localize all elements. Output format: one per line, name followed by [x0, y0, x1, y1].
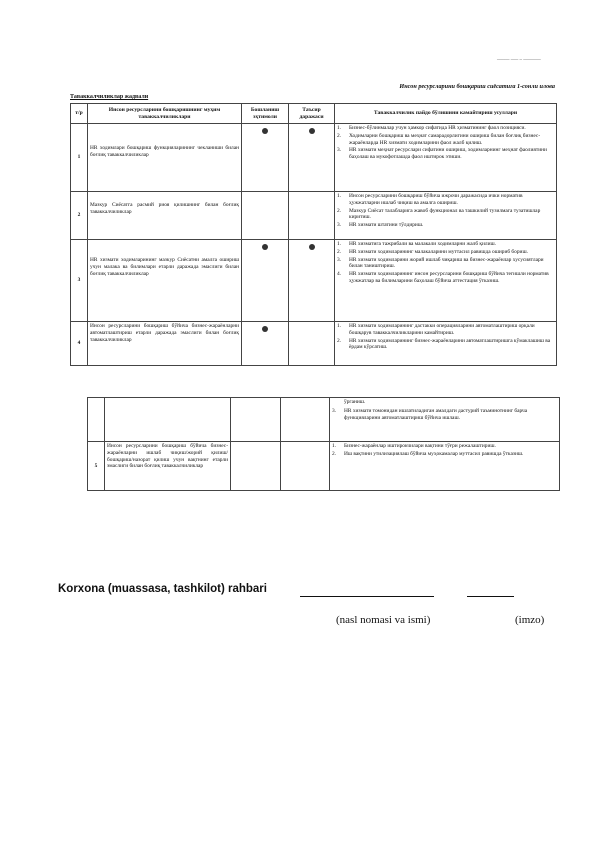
impact-cell — [281, 442, 330, 491]
probability-dot-icon — [262, 128, 268, 134]
name-label: (nasl nomasi va ismi) — [336, 614, 431, 626]
col-header-measures: Таваккалчилик пайдо бўлишини камайтириш усуллари — [335, 104, 557, 124]
item-text: Мазкур Сиёсат талабларига жавоб функционал ва ташкилий тузилмага тузатишлар киритиш. — [349, 207, 541, 221]
item-number: 3. — [337, 147, 342, 154]
impact-cell — [289, 240, 335, 322]
list-item — [332, 408, 557, 422]
probability-dot-icon — [262, 326, 268, 332]
list-item — [332, 443, 557, 450]
col-header-num: т/р — [71, 104, 88, 124]
table-row — [71, 240, 557, 322]
item-text: HR хизмати ходимларининг дастакки операцияларини автоматлаштириш орқали бошқарув таваккалчиликларини камайтириш. — [349, 323, 535, 336]
list-item — [337, 133, 554, 147]
item-number: 4. — [337, 271, 342, 277]
list-item — [337, 241, 554, 248]
table-row — [88, 398, 560, 442]
appendix-subtitle: Инсон ресурсларини бошқариш сиёсатига 1-сонли илова — [399, 83, 555, 90]
probability-cell — [242, 322, 289, 366]
item-text: Инсон ресурсларини бошқариш бўйича ижрочи даражасида ички норматив ҳужжатларни ишлаб чиқиш ва амалга ошириш. — [349, 193, 523, 206]
item-number: 3. — [337, 222, 342, 228]
col-header-impact: Таъсир даражаси — [289, 104, 335, 124]
risk-text: Мазкур Сиёсатга расмий риоя қилишнинг билан боғлиқ таваккалчиликлар — [90, 202, 239, 215]
risk-text: Инсон ресурсларини бошқариш бўйича бизнес-жараёнларни ишлаб чиқиш/жорий қилиш/бошқариш/назорат қилиш учун вақтнинг етарли эмаслиги билан боғлиқ таваккалчиликлар — [107, 443, 228, 470]
probability-cell — [231, 442, 281, 491]
impact-cell — [289, 192, 335, 240]
item-text: HR хизмати ходимларининг бизнес-жараёнларини автоматлаштиришга кўмаклашиш ва ёрдам кўрсатиш. — [349, 337, 551, 351]
impact-dot-icon — [309, 128, 315, 134]
list-item — [337, 257, 554, 271]
list-item — [337, 271, 554, 285]
list-item — [337, 338, 554, 352]
list-item — [337, 208, 554, 222]
probability-dot-icon — [262, 244, 268, 250]
table-row — [71, 124, 557, 192]
table-row — [88, 442, 560, 491]
risk-description — [88, 192, 242, 240]
signature-title: Korxona (muassasa, tashkilot) rahbari — [58, 583, 267, 595]
item-text: HR хизмати томонидан ишлатиладиган амалдаги дастурий таъминотнинг барча функцияларини автоматлаштириш бўйича ишлаш. — [344, 407, 528, 421]
table-header-row — [71, 104, 557, 124]
row-number — [88, 398, 105, 442]
measures-cell — [335, 322, 557, 366]
item-number: 1. — [332, 443, 337, 449]
item-text: Иш вақтини утилизациялаш бўйича муҳокамалар муттасил равишда ўтказиш. — [344, 450, 524, 457]
item-number: 1. — [337, 193, 342, 199]
impact-cell — [289, 124, 335, 192]
probability-cell — [242, 124, 289, 192]
list-item — [337, 222, 554, 229]
item-text: HR хизмати ходимларини жорий ишлаб чиқариш ва бизнес-жараёнлар хусусиятлари билан таништириш. — [349, 256, 544, 270]
list-item — [337, 193, 554, 207]
list-item — [337, 249, 554, 256]
risk-text: HR хизмати ходимларининг мазкур Сиёсатни амалга ошириш учун малака ва билимлари етарли даражада эмаслиги билан боғлиқ таваккалчиликлар — [90, 257, 239, 277]
list-item — [337, 323, 554, 337]
item-text: HR хизмати ходимларининг малакаларини муттасил равишда ошириб бориш. — [349, 248, 528, 255]
item-text: Бизнес-жараёнлар иштирокчилари вақтини тўғри режалаштириш. — [344, 443, 496, 449]
table-row — [71, 192, 557, 240]
measures-cell — [335, 240, 557, 322]
risk-text: Инсон ресурсларини бошқариш бўйича бизнес-жараёнларни автоматлаштириш етарли даражада эмаслиги билан боғлиқ таваккалчиликлар — [90, 323, 239, 343]
table-caption: Таваккалчиликлар жадвали — [70, 94, 149, 100]
signature-line — [467, 596, 514, 597]
item-text: Бизнес-бўлинмалар учун ҳамкор сифатида HR ҳизматининг фаол позицияси. — [349, 125, 526, 131]
col-header-risk: Инсон ресурсларини бошқаришнинг муҳим таваккалчиликлари — [88, 104, 242, 124]
impact-dot-icon — [309, 244, 315, 250]
list-item — [332, 451, 557, 458]
continued-text: ўрганиш. — [344, 399, 366, 405]
list-item — [337, 147, 554, 161]
item-text: HR хизмати меҳнат ресурслари сифатини ошириш, ходимларнинг меҳнат фаолиятини баҳолаш ва мукофотлашда фаол иштирок этиши. — [349, 147, 547, 160]
top-reference-line: _____ ___ _ _______ — [497, 56, 541, 61]
item-number: 2. — [332, 450, 337, 457]
risk-description — [88, 124, 242, 192]
measures-cell — [335, 124, 557, 192]
item-text: HR хизматига тажрибали ва малакали ходимларни жалб қилиш. — [349, 241, 497, 247]
risk-description — [88, 322, 242, 366]
impact-cell — [281, 398, 330, 442]
item-number: 2. — [337, 337, 342, 344]
item-number: 1. — [337, 125, 342, 131]
risk-description — [105, 442, 231, 491]
impact-cell — [289, 322, 335, 366]
measures-cell — [330, 398, 560, 442]
row-number: 5 — [88, 442, 105, 491]
risk-description — [88, 240, 242, 322]
measures-cell — [330, 442, 560, 491]
item-text: HR хизмати штатини тўлдириш. — [349, 222, 424, 228]
item-number: 2. — [337, 132, 342, 139]
row-number: 4 — [71, 322, 88, 366]
item-number: 2. — [337, 207, 342, 214]
row-number: 3 — [71, 240, 88, 322]
sign-label: (imzo) — [515, 614, 545, 626]
list-item — [337, 125, 554, 132]
table-row — [71, 322, 557, 366]
item-number: 1. — [337, 241, 342, 247]
item-number: 3. — [332, 407, 337, 414]
probability-cell — [242, 192, 289, 240]
col-header-probability: Бошланиш эҳтимоли — [242, 104, 289, 124]
probability-cell — [231, 398, 281, 442]
risk-table-continuation — [87, 397, 560, 491]
risk-text: HR ходимлари бошқариш функцияларининг чекланиши билан боғлиқ таваккалчиликлар — [90, 145, 239, 158]
item-text: HR хизмати ходимларининг инсон ресурсларини бошқариш бўйича тегишли норматив ҳужжатлар ва билимларини баҳолаш бўйича аттестация ўтказиш. — [349, 271, 549, 284]
risk-description — [105, 398, 231, 442]
row-number: 1 — [71, 124, 88, 192]
item-number: 1. — [337, 323, 342, 329]
risk-table — [70, 103, 557, 366]
item-number: 3. — [337, 256, 342, 263]
item-text: Ходимларни бошқариш ва меҳнат самарадорлигини ошириш билан боғлиқ бизнес-жараёнларда HR хизмати ходимларини фаол жалб қилиш. — [349, 132, 541, 146]
measures-cell — [335, 192, 557, 240]
item-number: 2. — [337, 248, 342, 255]
name-signature-line — [300, 596, 434, 597]
probability-cell — [242, 240, 289, 322]
row-number: 2 — [71, 192, 88, 240]
